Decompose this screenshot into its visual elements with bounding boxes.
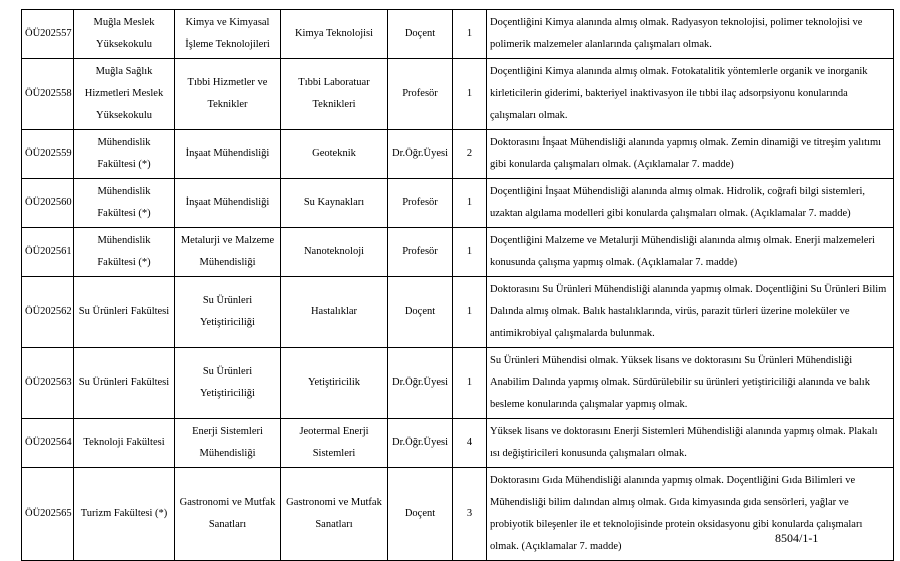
cell-count: 3: [453, 468, 487, 561]
cell-field: Yetiştiricilik: [281, 348, 388, 419]
cell-field: Gastronomi ve Mutfak Sanatları: [281, 468, 388, 561]
cell-field: Jeotermal Enerji Sistemleri: [281, 419, 388, 468]
cell-title: Dr.Öğr.Üyesi: [388, 130, 453, 179]
cell-count: 1: [453, 59, 487, 130]
cell-count: 2: [453, 130, 487, 179]
page-number: 8504/1-1: [775, 531, 819, 545]
cell-code: ÖÜ202557: [22, 10, 74, 59]
cell-unit: Su Ürünleri Fakültesi: [74, 277, 175, 348]
cell-title: Dr.Öğr.Üyesi: [388, 419, 453, 468]
cell-field: Kimya Teknolojisi: [281, 10, 388, 59]
cell-count: 1: [453, 348, 487, 419]
cell-count: 1: [453, 277, 487, 348]
cell-code: ÖÜ202561: [22, 228, 74, 277]
table-row: [22, 228, 894, 277]
cell-unit: Mühendislik Fakültesi (*): [74, 228, 175, 277]
cell-title: Doçent: [388, 277, 453, 348]
cell-unit: Teknoloji Fakültesi: [74, 419, 175, 468]
cell-department: Metalurji ve Malzeme Mühendisliği: [175, 228, 281, 277]
cell-department: Su Ürünleri Yetiştiriciliği: [175, 348, 281, 419]
cell-count: 4: [453, 419, 487, 468]
cell-field: Hastalıklar: [281, 277, 388, 348]
table-row: [22, 130, 894, 179]
cell-department: İnşaat Mühendisliği: [175, 130, 281, 179]
cell-count: 1: [453, 10, 487, 59]
cell-code: ÖÜ202562: [22, 277, 74, 348]
table-row: [22, 277, 894, 348]
cell-field: Tıbbi Laboratuar Teknikleri: [281, 59, 388, 130]
cell-description: Doçentliğini İnşaat Mühendisliği alanında almış olmak. Hidrolik, coğrafi bilgi sistemleri, uzaktan algılama modelleri gibi konularda çalışmaları olmak. (Açıklamalar 7. madde): [487, 179, 894, 228]
table-row: [22, 348, 894, 419]
cell-code: ÖÜ202559: [22, 130, 74, 179]
cell-code: ÖÜ202564: [22, 419, 74, 468]
cell-unit: Muğla Sağlık Hizmetleri Meslek Yüksekokulu: [74, 59, 175, 130]
table-row: [22, 10, 894, 59]
cell-description: Doçentliğini Kimya alanında almış olmak. Fotokatalitik yöntemlerle organik ve inorganik kirleticilerin giderimi, bakteriyel inaktivasyon ile tıbbi ilaç adsorpsiyonu konularında çalışmaları olmak.: [487, 59, 894, 130]
table-row: [22, 419, 894, 468]
cell-description: Doktorasını İnşaat Mühendisliği alanında yapmış olmak. Zemin dinamiği ve titreşim yalıtımı gibi konularda çalışmaları olmak. (Açıklamalar 7. madde): [487, 130, 894, 179]
cell-field: Geoteknik: [281, 130, 388, 179]
cell-title: Dr.Öğr.Üyesi: [388, 348, 453, 419]
cell-code: ÖÜ202565: [22, 468, 74, 561]
cell-code: ÖÜ202558: [22, 59, 74, 130]
table-row: [22, 468, 894, 561]
cell-unit: Muğla Meslek Yüksekokulu: [74, 10, 175, 59]
cell-title: Profesör: [388, 179, 453, 228]
cell-code: ÖÜ202560: [22, 179, 74, 228]
cell-unit: Mühendislik Fakültesi (*): [74, 130, 175, 179]
cell-title: Doçent: [388, 468, 453, 561]
cell-field: Nanoteknoloji: [281, 228, 388, 277]
cell-department: Gastronomi ve Mutfak Sanatları: [175, 468, 281, 561]
cell-unit: Turizm Fakültesi (*): [74, 468, 175, 561]
cell-description: Su Ürünleri Mühendisi olmak. Yüksek lisans ve doktorasını Su Ürünleri Mühendisliği Anabilim Dalında yapmış olmak. Sürdürülebilir su ürünleri yetiştiriciliği alanında ve balık besleme konularında çalışmalar yapmış olmak.: [487, 348, 894, 419]
cell-title: Profesör: [388, 59, 453, 130]
cell-description: Doktorasını Gıda Mühendisliği alanında yapmış olmak. Doçentliğini Gıda Bilimleri ve Mühendisliği bilim dalından almış olmak. Gıda kimyasında gıda sensörleri, yağlar ve probiyotik bileşenler ile et teknolojisinde protein oksidasyonu gibi konularda çalışmaları olmak. (Açıklamalar 7. madde): [487, 468, 894, 561]
cell-department: İnşaat Mühendisliği: [175, 179, 281, 228]
table-body: [22, 10, 894, 561]
cell-field: Su Kaynakları: [281, 179, 388, 228]
cell-code: ÖÜ202563: [22, 348, 74, 419]
cell-unit: Mühendislik Fakültesi (*): [74, 179, 175, 228]
cell-description: Doktorasını Su Ürünleri Mühendisliği alanında yapmış olmak. Doçentliğini Su Ürünleri Bilim Dalında almış olmak. Balık hastalıklarında, virüs, parazit türleri üzerine moleküler ve antimikrobiyal çalışmalarda bulunmak.: [487, 277, 894, 348]
cell-description: Doçentliğini Malzeme ve Metalurji Mühendisliği alanında almış olmak. Enerji malzemeleri konusunda çalışma yapmış olmak. (Açıklamalar 7. madde): [487, 228, 894, 277]
cell-count: 1: [453, 179, 487, 228]
cell-description: Yüksek lisans ve doktorasını Enerji Sistemleri Mühendisliği alanında yapmış olmak. Plakalı ısı değiştiricileri konusunda çalışmaları olmak.: [487, 419, 894, 468]
cell-title: Profesör: [388, 228, 453, 277]
cell-unit: Su Ürünleri Fakültesi: [74, 348, 175, 419]
cell-department: Su Ürünleri Yetiştiriciliği: [175, 277, 281, 348]
table-row: [22, 179, 894, 228]
cell-title: Doçent: [388, 10, 453, 59]
table-row: [22, 59, 894, 130]
positions-table: [21, 9, 894, 561]
cell-department: Kimya ve Kimyasal İşleme Teknolojileri: [175, 10, 281, 59]
cell-department: Tıbbi Hizmetler ve Teknikler: [175, 59, 281, 130]
cell-department: Enerji Sistemleri Mühendisliği: [175, 419, 281, 468]
cell-count: 1: [453, 228, 487, 277]
cell-description: Doçentliğini Kimya alanında almış olmak. Radyasyon teknolojisi, polimer teknolojisi ve polimerik malzemeler alanlarında çalışmaları olmak.: [487, 10, 894, 59]
